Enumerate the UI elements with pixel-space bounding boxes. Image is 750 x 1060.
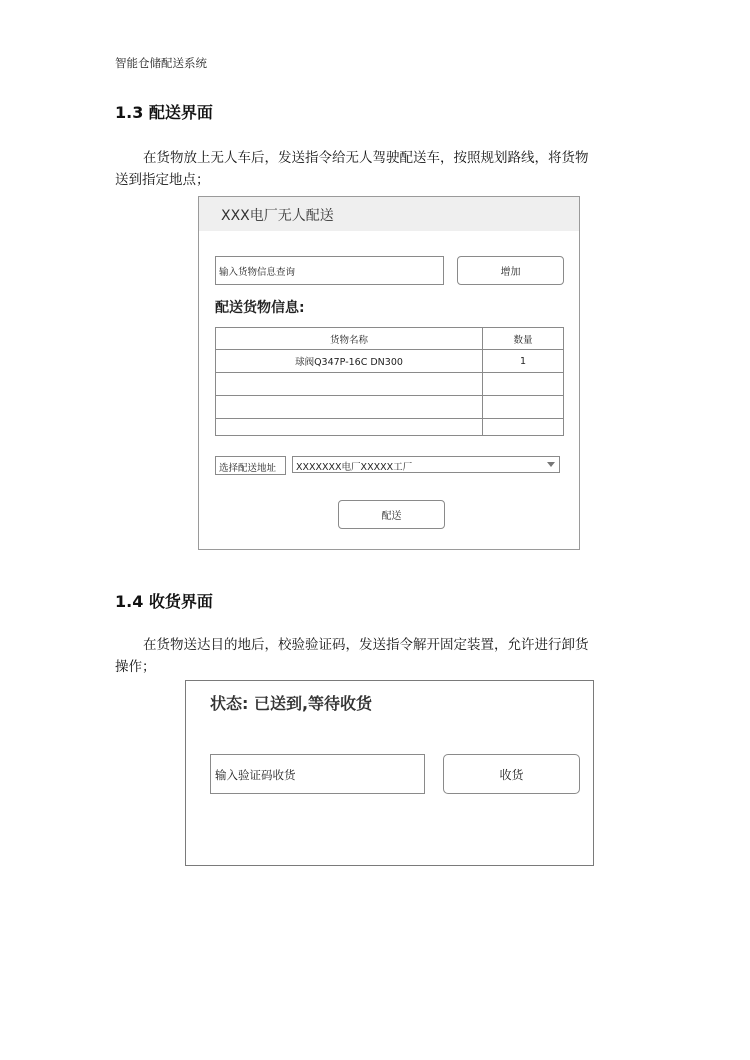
column-header-name: 货物名称 <box>216 328 483 350</box>
paragraph-line: 在货物送达目的地后，校验验证码，发送指令解开固定装置，允许进行卸货 <box>143 637 589 653</box>
cell-name <box>216 396 483 419</box>
address-label-box <box>215 456 286 475</box>
receive-mockup <box>185 680 594 866</box>
table-row[interactable] <box>216 373 564 396</box>
document-header: 智能仓储配送系统 <box>115 56 207 70</box>
section-paragraph-dispatch <box>115 147 640 191</box>
paragraph-line: 送到指定地点； <box>115 172 210 188</box>
cell-name <box>216 419 483 436</box>
cell-name: 球阀Q347P-16C DN300 <box>216 350 483 373</box>
delivery-status: 状态: 已送到,等待收货 <box>210 694 373 713</box>
column-header-quantity: 数量 <box>483 328 564 350</box>
mockup-titlebar <box>199 197 579 231</box>
mockup-title: XXX电厂无人配送 <box>221 208 334 224</box>
cell-name <box>216 373 483 396</box>
cargo-search-placeholder: 输入货物信息查询 <box>219 267 296 278</box>
cell-quantity <box>483 419 564 436</box>
section-heading-receive: 1.4 收货界面 <box>115 592 213 611</box>
cargo-info-title: 配送货物信息: <box>215 300 305 316</box>
cell-quantity <box>483 396 564 419</box>
cargo-search-input[interactable] <box>215 256 444 285</box>
dispatch-mockup <box>198 196 580 550</box>
cell-quantity <box>483 373 564 396</box>
chevron-down-icon[interactable] <box>547 462 555 467</box>
dispatch-button[interactable]: 配送 <box>338 500 445 529</box>
cargo-table <box>215 327 564 436</box>
table-row[interactable] <box>216 350 564 373</box>
paragraph-line: 在货物放上无人车后，发送指令给无人驾驶配送车，按照规划路线，将货物 <box>143 150 589 166</box>
verification-code-input[interactable] <box>210 754 425 794</box>
table-header-row <box>216 328 564 350</box>
address-select[interactable] <box>292 456 560 473</box>
paragraph-line: 操作； <box>115 659 156 675</box>
verification-code-placeholder: 输入验证码收货 <box>215 768 296 782</box>
section-paragraph-receive <box>115 634 640 678</box>
address-select-value: XXXXXXX电厂XXXXX工厂 <box>296 462 413 473</box>
receive-button[interactable]: 收货 <box>443 754 580 794</box>
table-row[interactable] <box>216 396 564 419</box>
add-button[interactable]: 增加 <box>457 256 564 285</box>
cell-quantity: 1 <box>483 350 564 373</box>
section-heading-dispatch: 1.3 配送界面 <box>115 103 213 122</box>
address-label: 选择配送地址 <box>219 463 277 474</box>
table-row[interactable] <box>216 419 564 436</box>
